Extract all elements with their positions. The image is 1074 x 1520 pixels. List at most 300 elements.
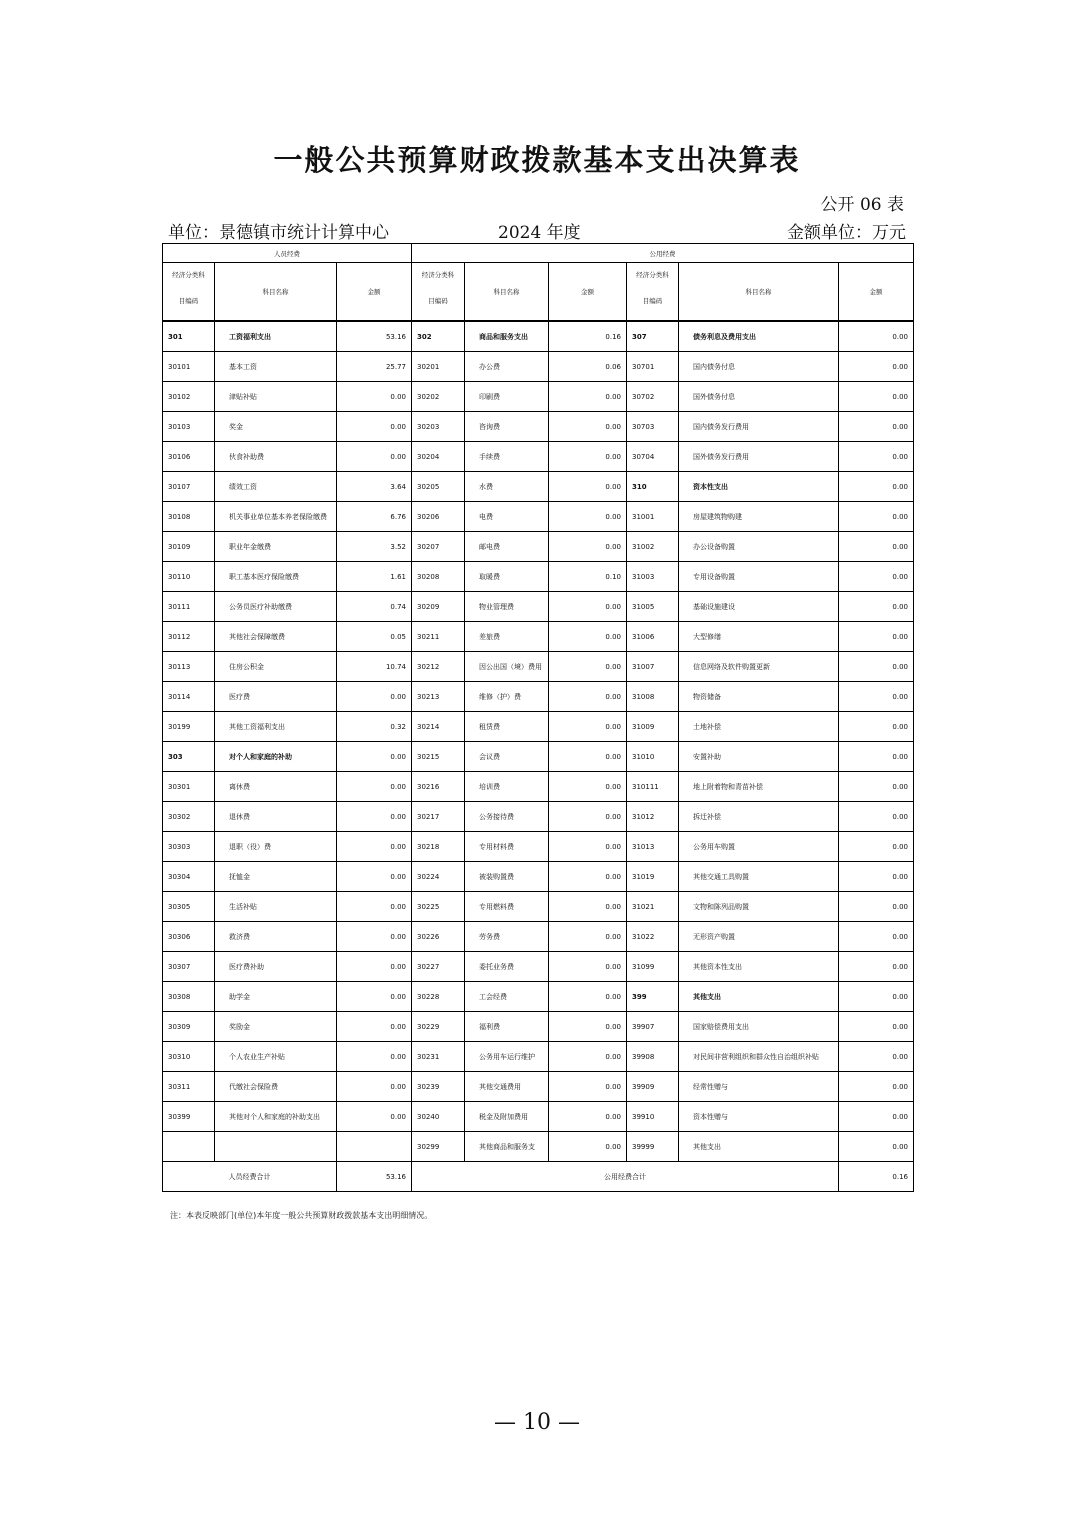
amount-cell: 0.00	[549, 1012, 627, 1042]
econ-code-cell: 31001	[627, 502, 679, 532]
econ-code-cell: 30110	[163, 562, 215, 592]
amount-cell: 0.00	[839, 472, 914, 502]
table-row	[163, 442, 914, 472]
econ-code-cell: 30240	[412, 1102, 465, 1132]
item-name-cell: 机关事业单位基本养老保险缴费	[215, 502, 337, 532]
item-name-cell: 绩效工资	[215, 472, 337, 502]
econ-code-cell: 30703	[627, 412, 679, 442]
econ-code-cell: 30211	[412, 622, 465, 652]
item-name-cell: 无形资产购置	[679, 922, 839, 952]
item-name-cell: 委托业务费	[465, 952, 549, 982]
econ-code-cell: 30199	[163, 712, 215, 742]
econ-code-cell: 30308	[163, 982, 215, 1012]
amount-cell: 3.64	[337, 472, 412, 502]
econ-code-cell: 30309	[163, 1012, 215, 1042]
item-name-cell: 工会经费	[465, 982, 549, 1012]
amount-cell: 0.00	[549, 1132, 627, 1162]
item-name-cell: 文物和陈列品购置	[679, 892, 839, 922]
econ-code-cell: 30106	[163, 442, 215, 472]
item-name-cell: 专用材料费	[465, 832, 549, 862]
econ-code-cell: 30701	[627, 352, 679, 382]
amount-cell: 0.00	[549, 622, 627, 652]
amount-cell: 0.16	[549, 321, 627, 352]
table-row	[163, 892, 914, 922]
item-name-header: 科目名称	[215, 263, 337, 322]
econ-code-cell: 31003	[627, 562, 679, 592]
item-name-cell: 津贴补贴	[215, 382, 337, 412]
item-name-cell: 劳务费	[465, 922, 549, 952]
econ-code-cell: 30114	[163, 682, 215, 712]
econ-code-cell: 31022	[627, 922, 679, 952]
econ-code-cell: 31099	[627, 952, 679, 982]
item-name-cell: 其他支出	[679, 982, 839, 1012]
amount-cell: 0.00	[549, 442, 627, 472]
amount-cell: 0.00	[337, 442, 412, 472]
amount-cell: 0.00	[549, 952, 627, 982]
year-label: 2024 年度	[498, 223, 581, 243]
table-row	[163, 952, 914, 982]
table-row	[163, 772, 914, 802]
item-name-cell: 会议费	[465, 742, 549, 772]
econ-code-cell: 30202	[412, 382, 465, 412]
econ-code-cell: 30231	[412, 1042, 465, 1072]
econ-code-cell: 30111	[163, 592, 215, 622]
page-title: 一般公共预算财政拨款基本支出决算表	[273, 143, 801, 177]
unit-label: 单位：景德镇市统计计算中心	[168, 223, 389, 243]
amount-cell: 0.00	[549, 922, 627, 952]
amount-cell: 0.00	[337, 1102, 412, 1132]
amount-cell: 0.00	[839, 772, 914, 802]
table-row	[163, 862, 914, 892]
item-name-cell: 其他交通工具购置	[679, 862, 839, 892]
amount-cell: 0.00	[839, 1042, 914, 1072]
econ-code-cell: 30218	[412, 832, 465, 862]
item-name-cell: 住房公积金	[215, 652, 337, 682]
amount-cell: 0.00	[337, 412, 412, 442]
econ-code-cell: 30201	[412, 352, 465, 382]
econ-code-cell: 30303	[163, 832, 215, 862]
econ-code-cell: 30212	[412, 652, 465, 682]
item-name-cell: 债务利息及费用支出	[679, 321, 839, 352]
amount-cell: 0.00	[337, 1072, 412, 1102]
item-name-cell: 医疗费补助	[215, 952, 337, 982]
public-group-header: 公用经费	[412, 244, 914, 263]
econ-code-cell: 30206	[412, 502, 465, 532]
amount-cell: 0.00	[549, 652, 627, 682]
item-name-cell: 物业管理费	[465, 592, 549, 622]
amount-cell: 0.00	[549, 472, 627, 502]
table-row	[163, 1132, 914, 1162]
amount-cell: 0.00	[839, 922, 914, 952]
econ-code-cell: 31005	[627, 592, 679, 622]
amount-cell: 0.00	[839, 742, 914, 772]
amount-cell: 0.00	[337, 382, 412, 412]
amount-cell: 53.16	[337, 321, 412, 352]
item-name-cell: 邮电费	[465, 532, 549, 562]
amount-cell: 0.00	[549, 832, 627, 862]
item-name-cell: 医疗费	[215, 682, 337, 712]
econ-code-cell: 30227	[412, 952, 465, 982]
table-row	[163, 742, 914, 772]
amount-cell: 0.00	[549, 682, 627, 712]
item-name-cell: 国内债务付息	[679, 352, 839, 382]
amount-cell: 0.00	[549, 862, 627, 892]
item-name-header: 科目名称	[465, 263, 549, 322]
econ-code-cell: 30207	[412, 532, 465, 562]
item-name-cell: 其他商品和服务支	[465, 1132, 549, 1162]
econ-code-cell: 30229	[412, 1012, 465, 1042]
item-name-cell: 资本性赠与	[679, 1102, 839, 1132]
table-row	[163, 802, 914, 832]
econ-code-cell: 302	[412, 321, 465, 352]
item-name-cell: 退职（役）费	[215, 832, 337, 862]
item-name-cell: 基本工资	[215, 352, 337, 382]
item-name-cell: 基础设施建设	[679, 592, 839, 622]
econ-code-cell: 30109	[163, 532, 215, 562]
item-name-cell: 被装购置费	[465, 862, 549, 892]
item-name-cell: 税金及附加费用	[465, 1102, 549, 1132]
item-name-cell: 生活补贴	[215, 892, 337, 922]
amount-cell: 0.00	[549, 802, 627, 832]
econ-code-cell: 30299	[412, 1132, 465, 1162]
item-name-cell: 经常性赠与	[679, 1072, 839, 1102]
econ-code-cell: 30226	[412, 922, 465, 952]
econ-code-cell: 30216	[412, 772, 465, 802]
econ-code-cell: 31021	[627, 892, 679, 922]
amount-cell: 0.00	[839, 321, 914, 352]
item-name-cell: 其他交通费用	[465, 1072, 549, 1102]
econ-code-cell: 39907	[627, 1012, 679, 1042]
table-row	[163, 321, 914, 352]
amount-cell: 0.00	[337, 892, 412, 922]
table-row	[163, 592, 914, 622]
item-name-cell: 印刷费	[465, 382, 549, 412]
amount-cell: 0.00	[549, 712, 627, 742]
amount-cell: 0.00	[337, 862, 412, 892]
amount-cell: 0.00	[839, 502, 914, 532]
amount-cell: 3.52	[337, 532, 412, 562]
econ-code-cell: 30205	[412, 472, 465, 502]
currency-label: 金额单位：万元	[787, 223, 906, 243]
item-name-cell: 公务用车运行维护	[465, 1042, 549, 1072]
amount-cell: 0.00	[839, 982, 914, 1012]
table-row	[163, 532, 914, 562]
amount-cell: 0.00	[337, 802, 412, 832]
item-name-cell: 商品和服务支出	[465, 321, 549, 352]
amount-cell: 0.00	[549, 1042, 627, 1072]
table-row	[163, 1042, 914, 1072]
table-row	[163, 562, 914, 592]
meta-row	[168, 218, 906, 242]
amount-cell: 25.77	[337, 352, 412, 382]
amount-header: 金额	[337, 263, 412, 322]
item-name-cell: 土地补偿	[679, 712, 839, 742]
econ-code-cell: 30704	[627, 442, 679, 472]
table-row	[163, 352, 914, 382]
econ-code-cell: 30228	[412, 982, 465, 1012]
table-row	[163, 922, 914, 952]
item-name-cell: 培训费	[465, 772, 549, 802]
amount-cell: 0.00	[549, 532, 627, 562]
econ-code-cell: 39909	[627, 1072, 679, 1102]
amount-cell: 0.00	[549, 1072, 627, 1102]
econ-code-cell: 30304	[163, 862, 215, 892]
econ-code-cell: 30224	[412, 862, 465, 892]
amount-cell: 0.00	[839, 682, 914, 712]
item-name-cell: 其他资本性支出	[679, 952, 839, 982]
item-name-cell: 专用燃料费	[465, 892, 549, 922]
amount-cell: 1.61	[337, 562, 412, 592]
econ-code-cell: 30107	[163, 472, 215, 502]
amount-cell: 0.00	[337, 1012, 412, 1042]
econ-code-header: 经济分类科 目编码	[412, 263, 465, 322]
item-name-cell: 职工基本医疗保险缴费	[215, 562, 337, 592]
table-row	[163, 1012, 914, 1042]
amount-cell: 0.00	[337, 742, 412, 772]
econ-code-cell	[163, 1132, 215, 1162]
form-number: 公开 06 表	[820, 195, 904, 215]
amount-cell: 0.00	[839, 892, 914, 922]
item-name-cell: 拆迁补偿	[679, 802, 839, 832]
table-row	[163, 412, 914, 442]
item-name-cell	[215, 1132, 337, 1162]
amount-cell: 0.00	[549, 892, 627, 922]
item-name-cell: 公务员医疗补助缴费	[215, 592, 337, 622]
amount-cell: 0.00	[839, 352, 914, 382]
amount-cell: 0.00	[337, 922, 412, 952]
item-name-cell: 离休费	[215, 772, 337, 802]
econ-code-cell: 39999	[627, 1132, 679, 1162]
econ-code-cell: 31006	[627, 622, 679, 652]
table-row	[163, 622, 914, 652]
amount-cell: 0.00	[839, 952, 914, 982]
table-row	[163, 382, 914, 412]
econ-code-cell: 30305	[163, 892, 215, 922]
item-name-cell: 信息网络及软件购置更新	[679, 652, 839, 682]
item-name-cell: 福利费	[465, 1012, 549, 1042]
item-name-cell: 其他工资福利支出	[215, 712, 337, 742]
item-name-cell: 咨询费	[465, 412, 549, 442]
item-name-cell: 国外债务付息	[679, 382, 839, 412]
econ-code-cell: 30214	[412, 712, 465, 742]
econ-code-cell: 30306	[163, 922, 215, 952]
item-name-cell: 专用设备购置	[679, 562, 839, 592]
econ-code-cell: 30215	[412, 742, 465, 772]
econ-code-cell: 307	[627, 321, 679, 352]
amount-cell: 0.06	[549, 352, 627, 382]
item-name-cell: 物资储备	[679, 682, 839, 712]
amount-cell: 0.00	[839, 592, 914, 622]
econ-code-cell: 30103	[163, 412, 215, 442]
item-name-cell: 安置补助	[679, 742, 839, 772]
econ-code-cell: 303	[163, 742, 215, 772]
amount-cell: 0.74	[337, 592, 412, 622]
amount-cell: 0.00	[549, 1102, 627, 1132]
item-name-cell: 职业年金缴费	[215, 532, 337, 562]
econ-code-cell: 30399	[163, 1102, 215, 1132]
amount-cell	[337, 1132, 412, 1162]
totals-row	[163, 1162, 914, 1192]
amount-cell: 0.00	[549, 772, 627, 802]
econ-code-cell: 30113	[163, 652, 215, 682]
item-name-cell: 因公出国（境）费用	[465, 652, 549, 682]
econ-code-cell: 30239	[412, 1072, 465, 1102]
table-row	[163, 1102, 914, 1132]
item-name-cell: 奖金	[215, 412, 337, 442]
item-name-cell: 其他对个人和家庭的补助支出	[215, 1102, 337, 1132]
item-name-cell: 办公费	[465, 352, 549, 382]
table-row	[163, 652, 914, 682]
item-name-cell: 房屋建筑物购建	[679, 502, 839, 532]
amount-cell: 0.00	[839, 802, 914, 832]
econ-code-cell: 30302	[163, 802, 215, 832]
amount-cell: 0.00	[839, 1012, 914, 1042]
econ-code-cell: 30203	[412, 412, 465, 442]
table-row	[163, 982, 914, 1012]
item-name-cell: 个人农业生产补贴	[215, 1042, 337, 1072]
econ-code-header: 经济分类科 目编码	[163, 263, 215, 322]
item-name-cell: 电费	[465, 502, 549, 532]
public-total-label: 公用经费合计	[412, 1162, 839, 1192]
item-name-cell: 其他支出	[679, 1132, 839, 1162]
amount-cell: 0.00	[549, 592, 627, 622]
item-name-cell: 奖励金	[215, 1012, 337, 1042]
personnel-total-value: 53.16	[337, 1162, 412, 1192]
amount-cell: 0.00	[839, 442, 914, 472]
econ-code-cell: 31007	[627, 652, 679, 682]
econ-code-cell: 310	[627, 472, 679, 502]
amount-cell: 0.00	[549, 412, 627, 442]
page-number: — 10 —	[494, 1410, 580, 1435]
item-name-cell: 差旅费	[465, 622, 549, 652]
table-row	[163, 712, 914, 742]
item-name-cell: 公务用车购置	[679, 832, 839, 862]
econ-code-cell: 399	[627, 982, 679, 1012]
amount-cell: 0.00	[549, 382, 627, 412]
amount-cell: 0.00	[337, 682, 412, 712]
expenditure-table	[162, 243, 914, 1192]
amount-cell: 0.10	[549, 562, 627, 592]
column-header-row	[163, 263, 914, 322]
econ-code-cell: 30225	[412, 892, 465, 922]
econ-code-cell: 30301	[163, 772, 215, 802]
econ-code-cell: 30208	[412, 562, 465, 592]
econ-code-cell: 30213	[412, 682, 465, 712]
econ-code-cell: 31010	[627, 742, 679, 772]
group-header-row	[163, 244, 914, 263]
personnel-total-label: 人员经费合计	[163, 1162, 337, 1192]
table-row	[163, 502, 914, 532]
econ-code-cell: 31013	[627, 832, 679, 862]
item-name-cell: 国内债务发行费用	[679, 412, 839, 442]
item-name-cell: 其他社会保障缴费	[215, 622, 337, 652]
item-name-cell: 伙食补助费	[215, 442, 337, 472]
item-name-cell: 对民间非营利组织和群众性自治组织补贴	[679, 1042, 839, 1072]
econ-code-cell: 30112	[163, 622, 215, 652]
item-name-cell: 国家赔偿费用支出	[679, 1012, 839, 1042]
amount-cell: 0.00	[839, 532, 914, 562]
item-name-cell: 办公设备购置	[679, 532, 839, 562]
item-name-cell: 取暖费	[465, 562, 549, 592]
econ-code-cell: 31019	[627, 862, 679, 892]
econ-code-cell: 31009	[627, 712, 679, 742]
item-name-cell: 代缴社会保险费	[215, 1072, 337, 1102]
amount-cell: 0.00	[839, 1102, 914, 1132]
amount-cell: 0.05	[337, 622, 412, 652]
econ-code-cell: 39910	[627, 1102, 679, 1132]
econ-code-cell: 30101	[163, 352, 215, 382]
item-name-cell: 对个人和家庭的补助	[215, 742, 337, 772]
item-name-cell: 维修（护）费	[465, 682, 549, 712]
item-name-cell: 公务接待费	[465, 802, 549, 832]
amount-cell: 0.00	[839, 382, 914, 412]
amount-header: 金额	[549, 263, 627, 322]
econ-code-cell: 31008	[627, 682, 679, 712]
amount-cell: 0.00	[839, 1072, 914, 1102]
item-name-cell: 退休费	[215, 802, 337, 832]
econ-code-cell: 30310	[163, 1042, 215, 1072]
amount-cell: 0.00	[839, 862, 914, 892]
amount-header: 金额	[839, 263, 914, 322]
amount-cell: 0.00	[839, 832, 914, 862]
econ-code-cell: 31012	[627, 802, 679, 832]
table-row	[163, 682, 914, 712]
econ-code-cell: 30209	[412, 592, 465, 622]
item-name-cell: 资本性支出	[679, 472, 839, 502]
econ-code-cell: 31002	[627, 532, 679, 562]
item-name-cell: 抚恤金	[215, 862, 337, 892]
table-row	[163, 472, 914, 502]
econ-code-cell: 30108	[163, 502, 215, 532]
econ-code-cell: 30204	[412, 442, 465, 472]
amount-cell: 0.00	[839, 562, 914, 592]
econ-code-cell: 30102	[163, 382, 215, 412]
amount-cell: 0.00	[337, 982, 412, 1012]
amount-cell: 10.74	[337, 652, 412, 682]
econ-code-cell: 301	[163, 321, 215, 352]
table-row	[163, 832, 914, 862]
item-name-cell: 地上附着物和青苗补偿	[679, 772, 839, 802]
item-name-cell: 救济费	[215, 922, 337, 952]
amount-cell: 0.00	[337, 832, 412, 862]
econ-code-cell: 30702	[627, 382, 679, 412]
footnote: 注：本表反映部门(单位)本年度一般公共预算财政拨款基本支出明细情况。	[170, 1211, 433, 1220]
personnel-group-header: 人员经费	[163, 244, 412, 263]
econ-code-cell: 30311	[163, 1072, 215, 1102]
item-name-cell: 国外债务发行费用	[679, 442, 839, 472]
amount-cell: 0.32	[337, 712, 412, 742]
amount-cell: 0.00	[549, 742, 627, 772]
item-name-cell: 工资福利支出	[215, 321, 337, 352]
amount-cell: 0.00	[549, 982, 627, 1012]
amount-cell: 0.00	[337, 952, 412, 982]
econ-code-cell: 39908	[627, 1042, 679, 1072]
amount-cell: 0.00	[839, 412, 914, 442]
amount-cell: 0.00	[839, 652, 914, 682]
amount-cell: 0.00	[839, 1132, 914, 1162]
amount-cell: 0.00	[337, 1042, 412, 1072]
econ-code-header: 经济分类科 目编码	[627, 263, 679, 322]
amount-cell: 0.00	[337, 772, 412, 802]
item-name-cell: 大型修缮	[679, 622, 839, 652]
econ-code-cell: 30217	[412, 802, 465, 832]
item-name-header: 科目名称	[679, 263, 839, 322]
table-row	[163, 1072, 914, 1102]
amount-cell: 0.00	[549, 502, 627, 532]
item-name-cell: 助学金	[215, 982, 337, 1012]
item-name-cell: 水费	[465, 472, 549, 502]
amount-cell: 0.00	[839, 712, 914, 742]
